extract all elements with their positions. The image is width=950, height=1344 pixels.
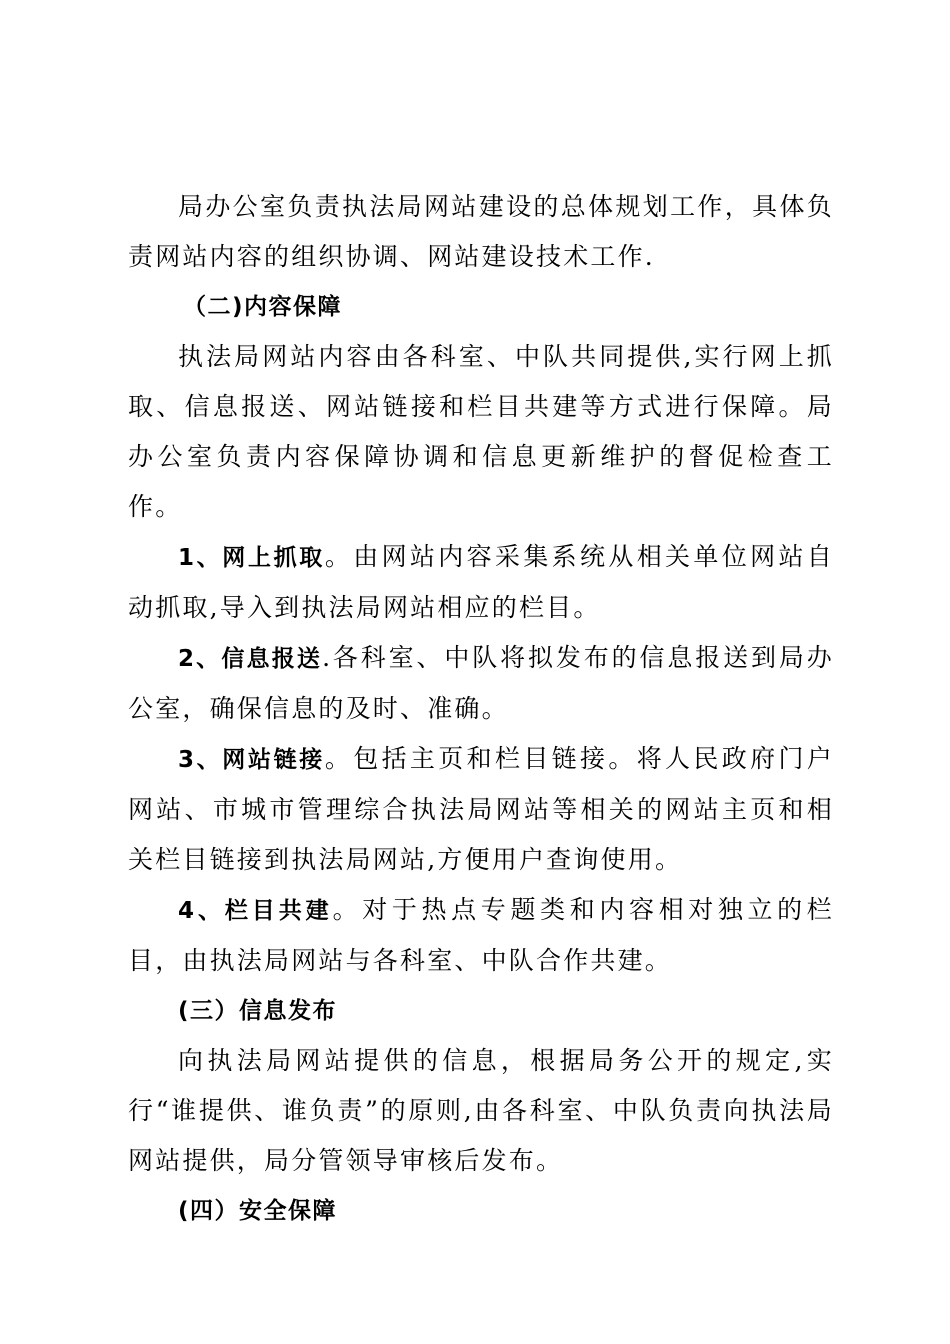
- item-text-info-report: .各科室、中队将拟发布的信息报送到局办公室，确保信息的及时、准确。: [128, 643, 834, 723]
- item-lead-site-links: 3、网站链接: [178, 747, 325, 773]
- list-item-info-report: [128, 633, 834, 734]
- item-lead-info-report: 2、信息报送: [178, 646, 323, 672]
- list-item-column-cobuild: [128, 885, 834, 986]
- list-item-web-crawl: [128, 532, 834, 633]
- item-lead-column-cobuild: 4、栏目共建: [178, 898, 333, 924]
- list-item-site-links: [128, 734, 834, 885]
- item-text-site-links: 。包括主页和栏目链接。将人民政府门户网站、市城市管理综合执法局网站等相关的网站主页和相关栏目链接到执法局网站,方便用户查询使用。: [128, 744, 834, 874]
- paragraph-office-responsibility: 局办公室负责执法局网站建设的总体规划工作，具体负责网站内容的组织协调、网站建设技术工作.: [128, 192, 834, 271]
- section-heading-security: (四）安全保障: [178, 1198, 338, 1224]
- item-text-web-crawl: 。由网站内容采集系统从相关单位网站自动抓取,导入到执法局网站相应的栏目。: [128, 542, 834, 622]
- item-lead-web-crawl: 1、网上抓取: [178, 545, 325, 571]
- item-text-column-cobuild: 。对于热点专题类和内容相对独立的栏目，由执法局网站与各科室、中队合作共建。: [128, 895, 834, 975]
- paragraph-content-guarantee: 执法局网站内容由各科室、中队共同提供,实行网上抓取、信息报送、网站链接和栏目共建等方式进行保障。局办公室负责内容保障协调和信息更新维护的督促检查工作。: [128, 342, 834, 521]
- paragraph-info-release: 向执法局网站提供的信息，根据局务公开的规定,实行“谁提供、谁负责”的原则,由各科室、中队负责向执法局网站提供，局分管领导审核后发布。: [128, 1046, 834, 1175]
- document-body: [128, 182, 834, 1236]
- section-heading-info-release: (三）信息发布: [178, 998, 338, 1024]
- section-heading-content-guarantee: （二)内容保障: [183, 294, 343, 320]
